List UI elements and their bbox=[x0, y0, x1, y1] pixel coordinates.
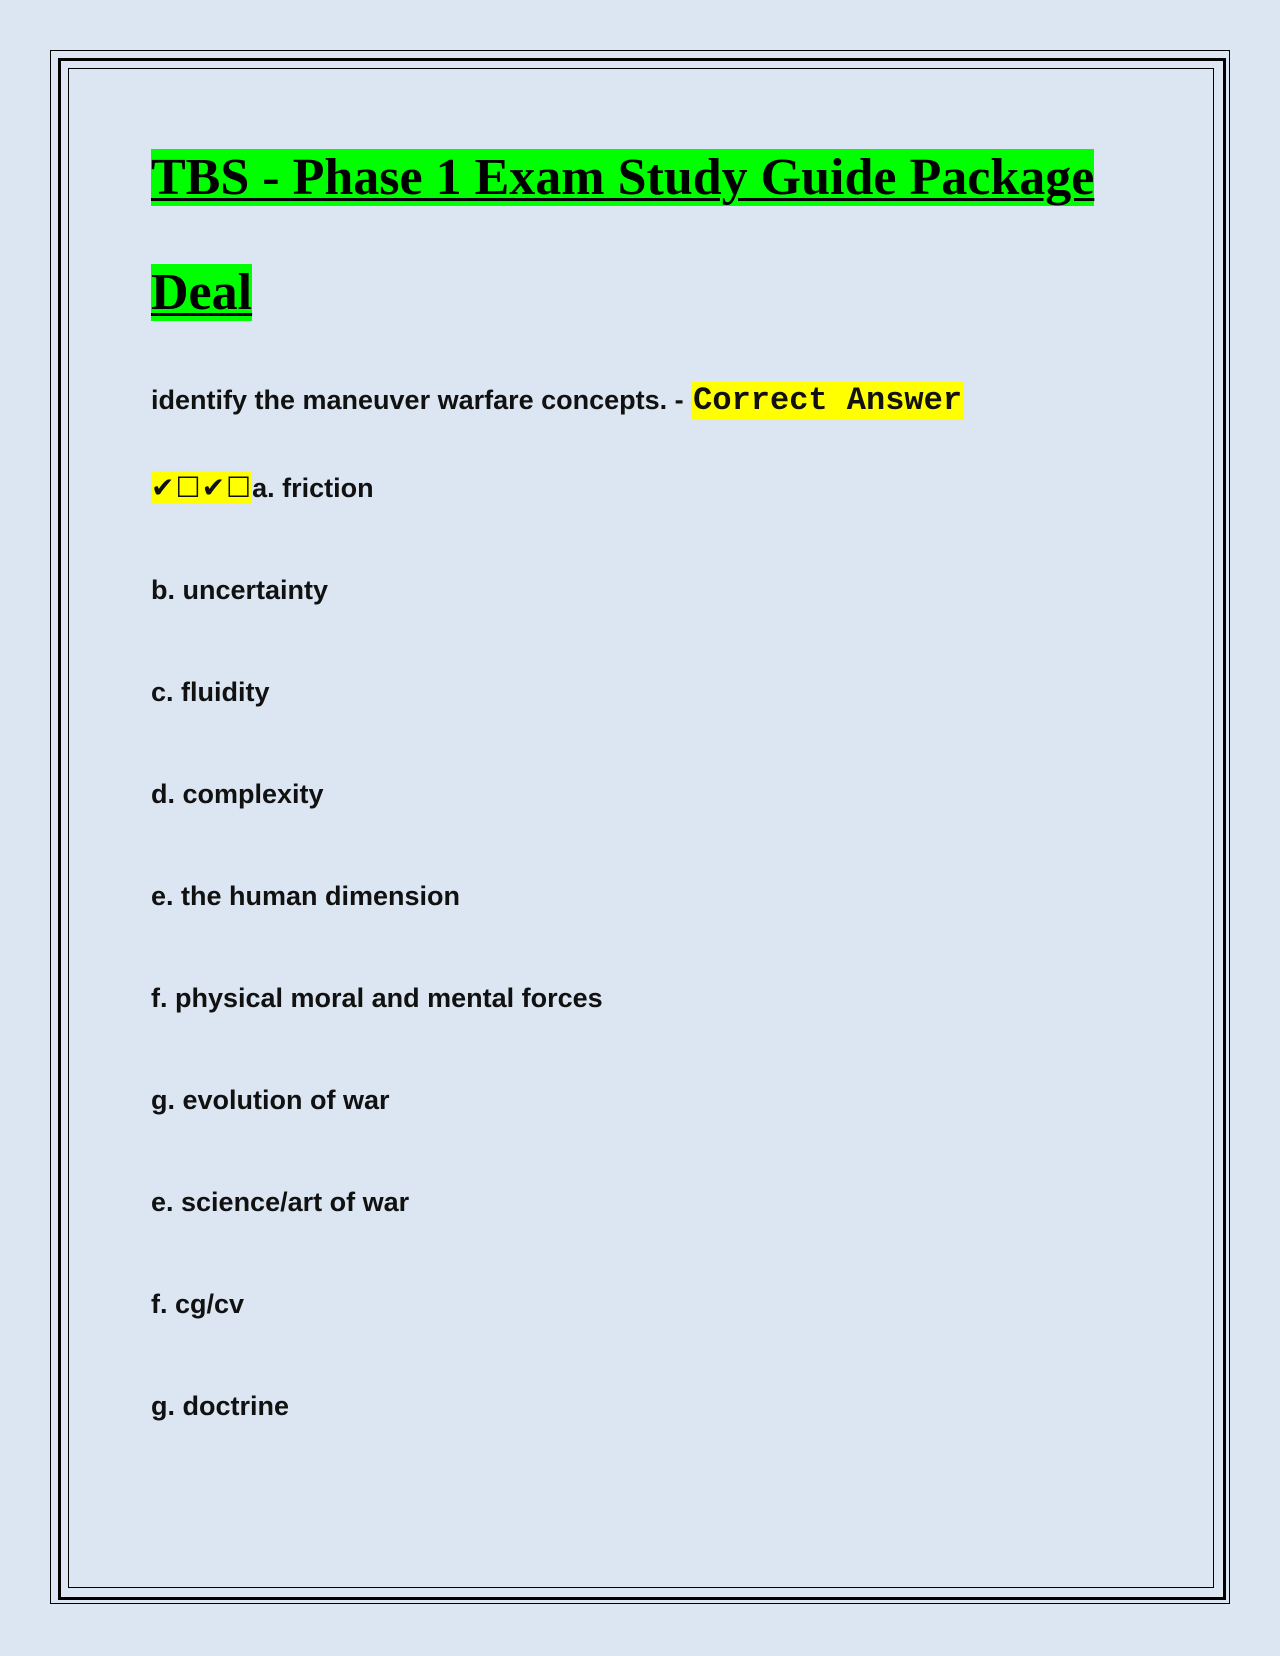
option-item: g. evolution of war bbox=[151, 1085, 390, 1115]
question-line bbox=[151, 378, 1151, 423]
document-content bbox=[151, 148, 1151, 1428]
option-item: f. cg/cv bbox=[151, 1289, 245, 1319]
title-line-1: TBS - Phase 1 Exam Study Guide Package bbox=[151, 149, 1095, 206]
option-list bbox=[151, 568, 1151, 1428]
option-item bbox=[151, 466, 1151, 510]
document-title-continued bbox=[151, 263, 1151, 323]
option-item: e. the human dimension bbox=[151, 881, 461, 911]
document-title bbox=[151, 148, 1151, 208]
option-text: a. friction bbox=[252, 473, 374, 503]
correct-answer-label: Correct Answer bbox=[693, 382, 963, 419]
checkmark-icon: ✔☐✔☐ bbox=[151, 471, 253, 504]
option-item: g. doctrine bbox=[151, 1391, 290, 1421]
question-text: identify the maneuver warfare concepts. - bbox=[151, 385, 692, 415]
option-item: c. fluidity bbox=[151, 677, 270, 707]
option-item: d. complexity bbox=[151, 779, 324, 809]
option-item: e. science/art of war bbox=[151, 1187, 410, 1217]
option-item: b. uncertainty bbox=[151, 575, 329, 605]
option-item: f. physical moral and mental forces bbox=[151, 983, 603, 1013]
title-line-2: Deal bbox=[151, 264, 253, 321]
